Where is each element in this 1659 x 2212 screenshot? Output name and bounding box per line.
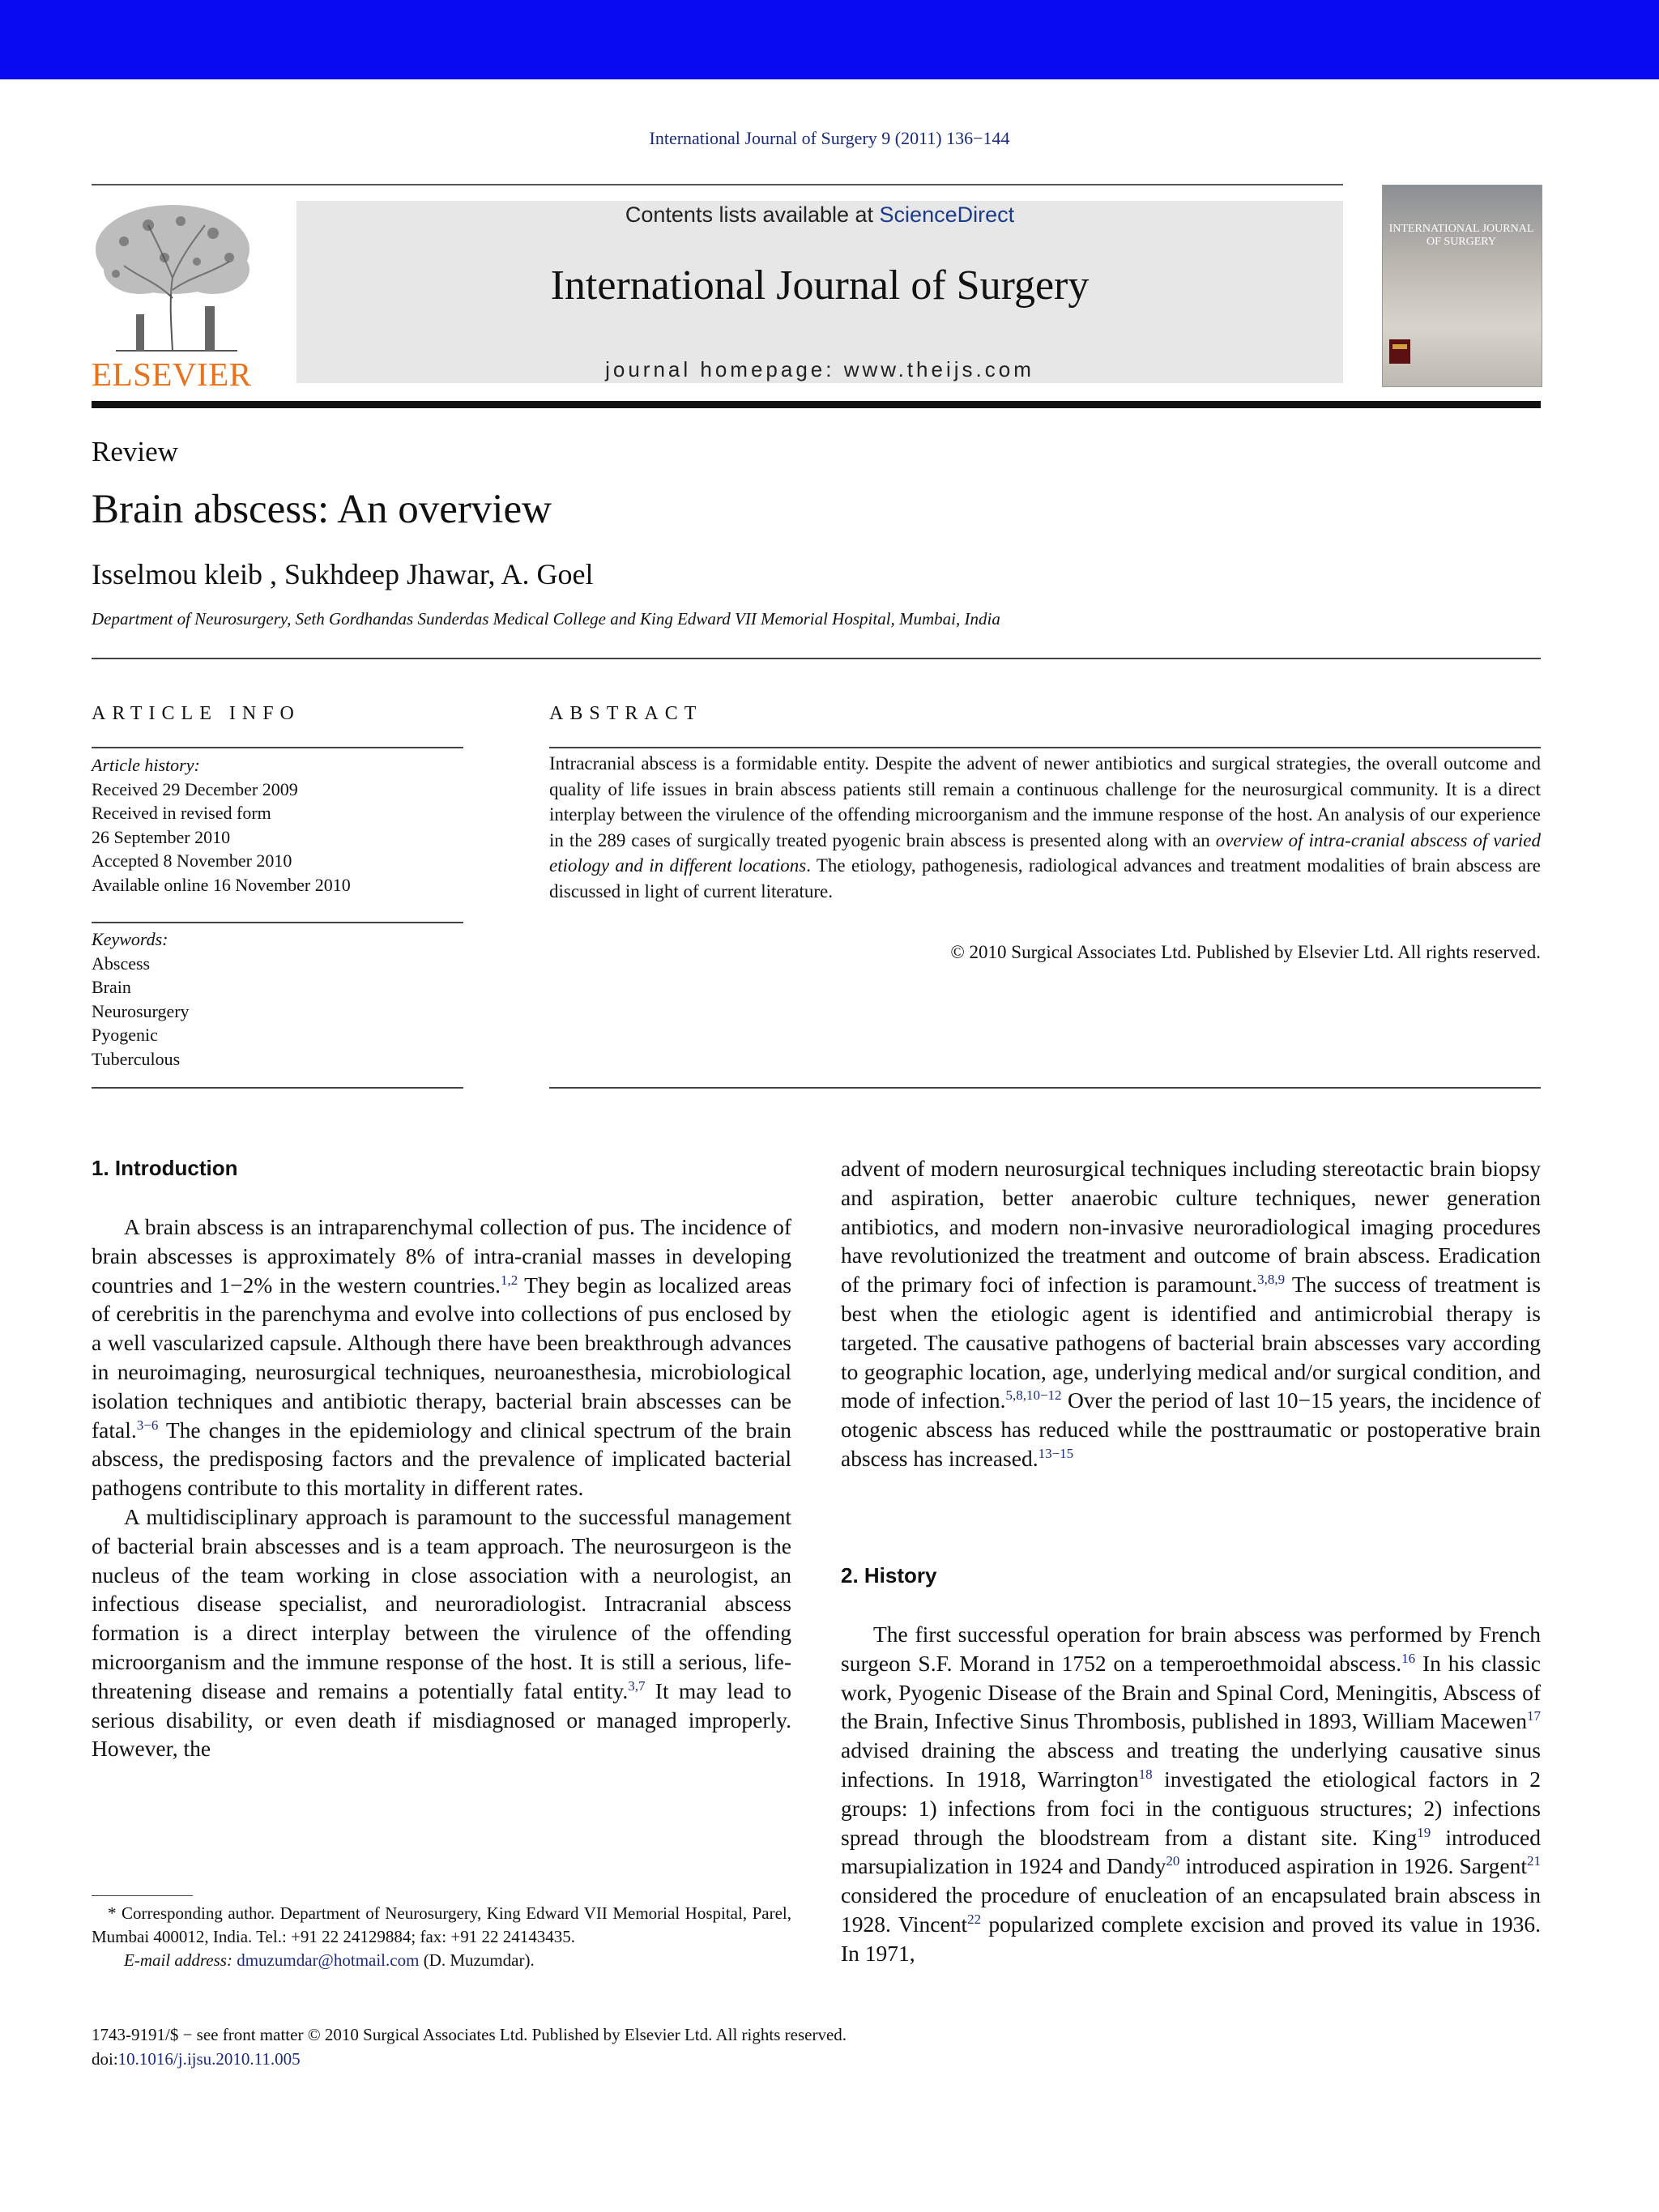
footnote-rule bbox=[92, 1895, 193, 1896]
tree-icon bbox=[92, 201, 258, 355]
article-info-heading: ARTICLE INFO bbox=[92, 703, 301, 724]
ref-link[interactable]: 5,8,10−12 bbox=[1005, 1387, 1062, 1404]
abstract-text: Intracranial abscess is a formidable entity. Despite the advent of newer antibiotics and surgical strategies, the overall outcome and quality of life issues in brain abscess patients still remain a continuous challenge for the neurosurgical community. It is a direct interplay between the virulence of the offending microorganism and the immune response of the host. An analysis of our experience in the 289 cases of surgically treated pyogenic brain abscess is presented along with an overview of intra-cranial abscess of varied etiology and in different locations. The etiology, pathogenesis, radiological advances and treatment modalities of brain abscess are discussed in light of current literature. bbox=[549, 753, 1541, 901]
cover-title: INTERNATIONAL JOURNAL OF SURGERY bbox=[1388, 223, 1534, 248]
ref-link[interactable]: 3,7 bbox=[628, 1677, 646, 1694]
history-item: Received in revised form bbox=[92, 803, 271, 823]
history-body bbox=[841, 1620, 1541, 1968]
journal-citation[interactable]: International Journal of Surgery 9 (2011) 136−144 bbox=[649, 128, 1010, 148]
front-matter-line: 1743-9191/$ − see front matter © 2010 Surgical Associates Ltd. Published by Elsevier Ltd. All rights reserved. bbox=[92, 2025, 847, 2044]
ref-link[interactable]: 22 bbox=[967, 1911, 982, 1927]
corresponding-author: * Corresponding author. Department of Neurosurgery, King Edward VII Memorial Hospital, Parel, Mumbai 400012, India. Tel.: +91 22 24129884; fax: +91 22 24143435. bbox=[92, 1903, 791, 1946]
history-item: Available online 16 November 2010 bbox=[92, 874, 351, 895]
history-item: Received 29 December 2009 bbox=[92, 778, 298, 799]
contents-line: Contents lists available at ScienceDirect bbox=[625, 202, 1015, 227]
ref-link[interactable]: 18 bbox=[1138, 1766, 1153, 1782]
history-heading: 2. History bbox=[841, 1563, 937, 1588]
email-line: E-mail address: dmuzumdar@hotmail.com (D. Muzumdar). bbox=[124, 1950, 535, 1970]
intro-paragraph-continued: advent of modern neurosurgical techniques including stereotactic brain biopsy and aspiration, better anaerobic culture techniques, newer generation antibiotics, and modern non-invasive neuroradiological imaging procedures have revolutionized the treatment and outcome of brain abscess. Eradication of the primary foci of infection is paramount.$^{3,8,9}$ The success of treatment is best when the etiologic agent is identified and antimicrobial therapy is targeted. The causative pathogens of bacterial brain abscesses vary according to geographic location, age, underlying medical and/or surgical condition, and mode of infection.$^{5,8,10-12}$ Over the period of last 10−15 years, the incidence of otogenic abscess has reduced while the posttraumatic or postoperative brain abscess has increased.$^{13-15}$ bbox=[841, 1156, 1541, 1471]
divider bbox=[549, 1087, 1541, 1089]
history-item: Accepted 8 November 2010 bbox=[92, 850, 292, 871]
author-affiliation: Department of Neurosurgery, Seth Gordhandas Sunderdas Medical College and King Edward VII Memorial Hospital, Mumbai, India bbox=[92, 609, 1000, 629]
article-title: Brain abscess: An overview bbox=[92, 487, 552, 532]
journal-cover-image bbox=[1382, 185, 1542, 387]
keywords-label: Keywords: bbox=[92, 929, 168, 949]
doi-link[interactable]: 10.1016/j.ijsu.2010.11.005 bbox=[117, 2049, 301, 2069]
article-type: Review bbox=[92, 436, 178, 467]
keyword: Abscess bbox=[92, 953, 151, 974]
keywords-block bbox=[92, 927, 190, 1071]
footnote bbox=[92, 1902, 791, 1972]
ref-link[interactable]: 19 bbox=[1417, 1824, 1431, 1840]
top-banner-bar bbox=[0, 0, 1659, 79]
publisher-wordmark: ELSEVIER bbox=[92, 356, 252, 393]
divider bbox=[92, 1087, 463, 1089]
divider bbox=[92, 747, 463, 748]
email-link[interactable]: dmuzumdar@hotmail.com bbox=[237, 1950, 420, 1970]
keyword: Neurosurgery bbox=[92, 1000, 190, 1021]
ref-link[interactable]: 13−15 bbox=[1038, 1445, 1074, 1461]
keyword: Tuberculous bbox=[92, 1048, 181, 1069]
article-authors: Isselmou kleib , Sukhdeep Jhawar, A. Goel bbox=[92, 558, 594, 590]
journal-title: International Journal of Surgery bbox=[550, 262, 1090, 309]
divider bbox=[549, 747, 1541, 748]
ref-link[interactable]: 21 bbox=[1527, 1853, 1541, 1869]
introduction-body bbox=[92, 1213, 791, 1763]
intro-paragraph-1: A brain abscess is an intraparenchymal collection of pus. The incidence of brain abscesses is approximately 8% of intra-cranial masses in developing countries and 1−2% in the western countries.$^{1,2}$ They begin as localized areas of cerebritis in the parenchyma and evolve into collections of pus enclosed by a well vascularized capsule. Although there have been breakthrough advances in neuroimaging, neurosurgical techniques, neuroanesthesia, microbiological isolation techniques and antibiotic therapy, bacterial brain abscesses can be fatal.$^{3-6}$ The changes in the epidemiology and clinical spectrum of the brain abscess, the predisposing factors and the prevalence of implicated bacterial pathogens contribute to this mortality in different rates. bbox=[92, 1214, 792, 1501]
history-paragraph: The first successful operation for brain abscess was performed by French surgeon S.F. Morand in 1752 on a temperoethmoidal abscess.$^{16}$ In his classic work, Pyogenic Disease of the Brain and Spinal Cord, Meningitis, Abscess of the Brain, Infective Sinus Thrombosis, published in 1893, William Macewen$^{17}$ advised draining the abscess and treating the underlying causative sinus infections. In 1918, Warrington$^{18}$ investigated the etiological factors in 2 groups: 1) infections from foci in the contiguous structures; 2) infections spread through the bloodstream from a distant site. King$^{19}$ introduced marsupialization in 1924 and Dandy$^{20}$ introduced aspiration in 1926. Sargent$^{21}$ considered the procedure of enucleation of an encapsulated brain abscess in 1928. Vincent$^{22}$ popularized complete excision and proved its value in 1936. In 1971, bbox=[841, 1622, 1542, 1966]
abstract-copyright: © 2010 Surgical Associates Ltd. Published by Elsevier Ltd. All rights reserved. bbox=[950, 942, 1541, 962]
introduction-heading: 1. Introduction bbox=[92, 1156, 238, 1180]
masthead-rule bbox=[92, 401, 1541, 408]
abstract-heading: ABSTRACT bbox=[549, 703, 703, 724]
keyword: Brain bbox=[92, 977, 131, 997]
right-column-text bbox=[841, 1154, 1541, 1473]
article-history bbox=[92, 753, 351, 897]
cover-crest-icon bbox=[1383, 185, 1542, 386]
header-rule bbox=[92, 184, 1343, 185]
intro-paragraph-2: A multidisciplinary approach is paramount to the successful management of bacterial brain abscesses and is a team approach. The neurosurgeon is the nucleus of the team working in close association with a neurologist, an infectious disease specialist, and neuroradiologist. Intracranial abscess formation is a direct interplay between the virulence of the offending microorganism and the immune response of the host. It is still a serious, life-threatening disease and remains a potentially fatal entity.$^{3,7}$ It may lead to serious disability, or even death if misdiagnosed or managed improperly. However, the bbox=[92, 1503, 791, 1762]
history-label: Article history: bbox=[92, 755, 200, 775]
ref-link[interactable]: 16 bbox=[1401, 1650, 1416, 1666]
divider bbox=[92, 658, 1541, 659]
ref-link[interactable]: 3,8,9 bbox=[1257, 1272, 1286, 1288]
journal-homepage[interactable]: journal homepage: www.theijs.com bbox=[605, 357, 1034, 381]
sciencedirect-link[interactable]: ScienceDirect bbox=[879, 202, 1015, 227]
keyword: Pyogenic bbox=[92, 1025, 158, 1045]
ref-link[interactable]: 17 bbox=[1527, 1708, 1541, 1724]
ref-link[interactable]: 3−6 bbox=[136, 1417, 159, 1433]
divider bbox=[92, 922, 463, 923]
ref-link[interactable]: 1,2 bbox=[501, 1272, 518, 1288]
history-item: 26 September 2010 bbox=[92, 826, 231, 847]
ref-link[interactable]: 20 bbox=[1166, 1853, 1180, 1869]
doi-line: doi:10.1016/j.ijsu.2010.11.005 bbox=[92, 2049, 301, 2069]
